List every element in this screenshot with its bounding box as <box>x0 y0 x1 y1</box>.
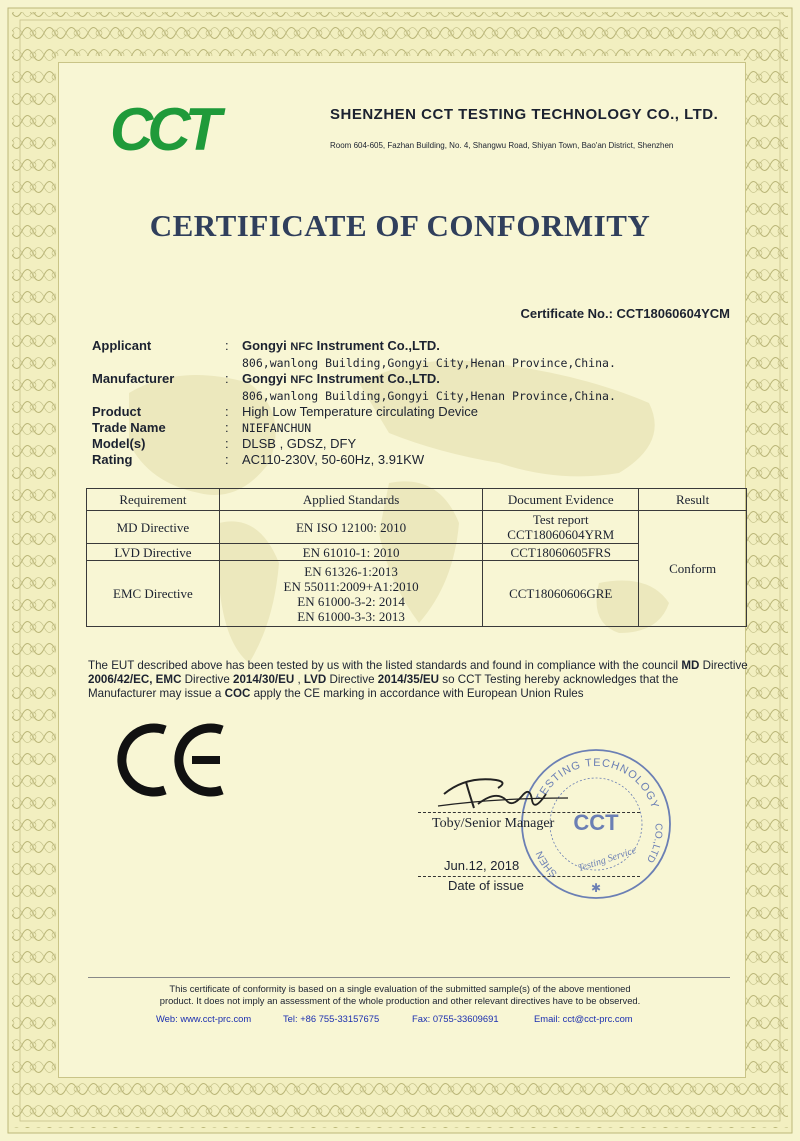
md-doc-line: CCT18060604YRM <box>507 527 615 542</box>
emc-standard-line: EN 61326-1:2013 <box>304 563 398 579</box>
header-requirement: Requirement <box>87 489 220 511</box>
statement-bold: LVD <box>303 673 327 686</box>
colon: : <box>225 404 229 419</box>
ce-mark-icon <box>120 720 230 800</box>
manufacturer-name-part: Instrument Co.,LTD. <box>316 371 440 386</box>
handwritten-signature <box>436 768 576 818</box>
stamp-top-text: TESTING TECHNOLOGY <box>533 756 661 811</box>
compliance-statement <box>88 659 748 701</box>
stamp-star-icon: ✱ <box>590 881 602 895</box>
statement-text: Directive <box>326 673 378 686</box>
disclaimer-line: This certificate of conformity is based on a single evaluation of the submitted sample(s) of the above mentioned <box>169 983 631 994</box>
issue-date-label: Date of issue <box>448 878 524 893</box>
lvd-standard: EN 61010-1: 2010 <box>219 544 483 561</box>
statement-text: Directive <box>181 673 233 686</box>
emc-standard-line: EN 61000-3-2: 2014 <box>297 593 405 609</box>
emc-standard-line: EN 61000-3-3: 2013 <box>297 608 405 624</box>
footer-web[interactable]: Web: www.cct-prc.com <box>156 1013 252 1024</box>
table-header-row <box>87 489 747 511</box>
issue-date: Jun.12, 2018 <box>444 858 520 873</box>
trade-name-label: Trade Name <box>92 420 166 435</box>
statement-text: so CCT Testing hereby acknowledges that the Manufacturer may issue a <box>88 673 679 700</box>
header-document-evidence: Document Evidence <box>483 489 639 511</box>
result-cell: Conform <box>639 511 747 627</box>
md-document <box>483 511 639 544</box>
page-title: CERTIFICATE OF CONFORMITY <box>149 208 651 243</box>
applicant-name-part: Gongyi <box>242 338 287 353</box>
svg-text:SHEN <box>534 849 559 879</box>
manufacturer-label: Manufacturer <box>92 371 175 386</box>
colon: : <box>225 338 229 353</box>
models-label: Model(s) <box>92 436 146 451</box>
lvd-requirement: LVD Directive <box>87 544 220 561</box>
footer-divider <box>88 977 730 978</box>
statement-text: apply the CE marking in accordance with European Union Rules <box>250 687 584 700</box>
trade-name-row <box>92 420 732 436</box>
table-row-md <box>87 511 747 544</box>
statement-bold: 2014/30/EU <box>233 673 295 686</box>
footer-disclaimer <box>0 983 800 1007</box>
footer-email[interactable]: Email: cct@cct-prc.com <box>534 1013 633 1024</box>
header-result: Result <box>639 489 747 511</box>
logo-text: CCT <box>110 96 216 163</box>
manufacturer-name-part: NFC <box>290 374 314 386</box>
statement-bold: 2006/42/EC, EMC <box>88 673 182 686</box>
md-standard: EN ISO 12100: 2010 <box>219 511 483 544</box>
product-row <box>92 404 732 420</box>
footer-tel: Tel: +86 755-33157675 <box>283 1013 380 1024</box>
company-name: SHENZHEN CCT TESTING TECHNOLOGY CO., LTD. <box>330 106 719 123</box>
standards-table <box>86 488 747 627</box>
statement-text: , <box>294 673 304 686</box>
applicant-value <box>242 338 732 355</box>
applicant-name-part: NFC <box>290 341 314 353</box>
manufacturer-value <box>242 371 732 388</box>
applicant-address: 806,wanlong Building,Gongyi City,Henan Province,China. <box>242 356 616 370</box>
applicant-label: Applicant <box>92 338 152 353</box>
md-requirement: MD Directive <box>87 511 220 544</box>
applicant-info <box>92 338 732 468</box>
stamp-right-text: CO.,LTD <box>644 823 664 865</box>
models-row <box>92 436 732 452</box>
rating-row <box>92 452 732 468</box>
certificate-number: Certificate No.: CCT18060604YCM <box>520 306 730 321</box>
manufacturer-row <box>92 371 732 404</box>
applicant-name-part: Instrument Co.,LTD. <box>316 338 440 353</box>
stamp-center-text: CCT <box>573 810 619 835</box>
lvd-document: CCT18060605FRS <box>483 544 639 561</box>
rating-value: AC110-230V, 50-60Hz, 3.91KW <box>242 452 425 467</box>
company-address: Room 604-605, Fazhan Building, No. 4, Shangwu Road, Shiyan Town, Bao'an District, Shenzhen <box>330 141 674 150</box>
md-doc-line: Test report <box>532 512 589 527</box>
statement-bold: COC <box>224 687 251 700</box>
rating-label: Rating <box>92 452 133 467</box>
emc-standards <box>219 561 483 627</box>
cct-logo <box>110 96 240 163</box>
applicant-row <box>92 338 732 371</box>
models-value: DLSB , GDSZ, DFY <box>242 436 357 451</box>
signature-line <box>418 812 640 813</box>
emc-document: CCT18060606GRE <box>483 561 639 627</box>
product-value: High Low Temperature circulating Device <box>242 404 479 419</box>
manufacturer-address: 806,wanlong Building,Gongyi City,Henan Province,China. <box>242 389 616 403</box>
manufacturer-name-part: Gongyi <box>242 371 287 386</box>
header-applied-standards: Applied Standards <box>219 489 483 511</box>
stamp-service-text: Testing Service <box>576 845 638 875</box>
colon: : <box>225 452 229 467</box>
stamp-left-text: SHEN <box>534 849 560 879</box>
emc-standard-line: EN 55011:2009+A1:2010 <box>283 578 419 594</box>
product-label: Product <box>92 404 142 419</box>
statement-text: The EUT described above has been tested by us with the listed standards and found in compliance with the council <box>88 659 682 672</box>
date-line <box>418 876 640 877</box>
statement-bold: 2014/35/EU <box>377 673 440 686</box>
statement-bold: MD <box>681 659 700 672</box>
emc-requirement: EMC Directive <box>87 561 220 627</box>
colon: : <box>225 371 229 386</box>
footer-fax: Fax: 0755-33609691 <box>412 1013 499 1024</box>
trade-name-value: NIEFANCHUN <box>242 421 312 435</box>
signer-name: Toby/Senior Manager <box>432 816 555 831</box>
disclaimer-line: product. It does not imply an assessment of the whole production and other relevant directives have to be observed. <box>159 995 641 1006</box>
statement-text: Directive <box>702 659 748 672</box>
colon: : <box>225 420 229 435</box>
colon: : <box>225 436 229 451</box>
